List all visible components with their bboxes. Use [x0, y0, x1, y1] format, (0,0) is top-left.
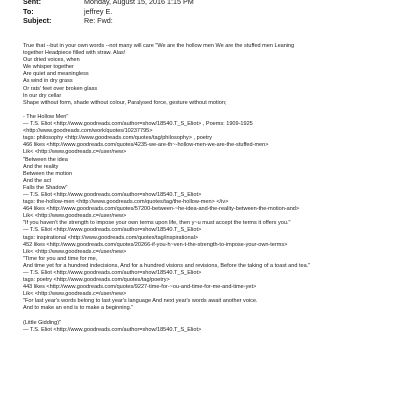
body-line: And time yet for a hundred indecisions, And for a hundred visions and revisions, Before the taking of a toast and tea.": [23, 262, 311, 269]
body-line: tags: inspirational <http://www.goodreads.com/quotes/tag/inspirational>: [23, 234, 199, 241]
body-line: "Between the idea: [23, 156, 68, 163]
body-line: And the reality: [23, 163, 59, 170]
body-line: Lik< <http://www.goodreads.c=/user/new>: [23, 149, 127, 156]
body-line: tags: the-hollow-men <http://www.goodreads.com/quotes/tag/the-hollow-men> </iv>: [23, 199, 229, 206]
body-line: — T.S. Eliot <http://www.goodreads.com/author=show/18540.T_S_Eliot>: [23, 326, 202, 333]
body-line: tags: poetry <http://www.goodreads.com/quotes/tag/poetry>: [23, 277, 170, 284]
body-line: As wind in dry grass: [23, 78, 73, 85]
body-line: "For last year's words belong to last year's language And next year's words await another voice.: [23, 298, 258, 305]
body-line: And to make an end is to make a beginning.": [23, 305, 134, 312]
body-line: <http://www.goodreads.com/work/quotes/10237795>: [23, 128, 153, 135]
body-line: We whisper together: [23, 64, 74, 71]
body-line: "Time for you and time for me,: [23, 255, 98, 262]
subject-label: Subject:: [23, 16, 52, 26]
body-line: — T.S. Eliot <http://www.goodreads.com/author=show/18540.T_S_Eliot>: [23, 270, 202, 276]
body-line: Between the motion: [23, 170, 73, 177]
to-label: To:: [23, 6, 34, 16]
body-line: Lik< <http://www.goodreads.c=/user/new>: [23, 213, 127, 220]
body-line: — T.S. Eliot <http://www.goodreads.com/author=show/18540.T_S_Eliot>: [23, 191, 202, 198]
body-line: — T.S. Eliot <http://www.goodreads.com/author=show/18540.T_S_Eliot>: [23, 227, 202, 234]
body-line: Lik< <http://www.goodreads.c=/user/new>: [23, 248, 127, 255]
email-header: [0, 0, 400, 26]
body-line: "If you haven't the strength to impose your own terms upon life, then y~u must accept the terms it offers you.": [23, 220, 291, 227]
body-line: Lik< <http://www.goodreads.c=/user/new>: [23, 291, 127, 298]
body-line: [23, 313, 395, 320]
subject-value: Re: Fwd:: [84, 16, 113, 26]
subject-row: [23, 16, 400, 26]
sent-row: [23, 0, 400, 7]
to-value: jeffrey E.: [84, 6, 113, 16]
body-line: Shape without form, shade without colour, Paralysed force, gesture without motion;: [23, 99, 227, 106]
body-line: (Little Gidding)": [23, 319, 62, 326]
body-line: True that --but in your own words --not many will care "We are the hollow men We are the stuffed men Leaning: [23, 43, 295, 49]
body-line: - The Hollow Men": [23, 113, 69, 120]
body-line: 464 likes <http://www.goodreads.com/quotes/57200-between-~he-idea-and-the-reality-between-the-motion-and>: [23, 206, 300, 213]
sent-label: Sent:: [23, 0, 41, 6]
body-line: 452 likes <http://www.goodreads.com/quotes/20266-if-you-h~ven-t-the-strength-to-impose-your-own-terms>: [23, 241, 288, 248]
to-row: [23, 7, 400, 17]
body-line: [23, 107, 395, 114]
body-line: In our dry cellar: [23, 92, 62, 99]
body-line: 466 likes <http://www.goodreads.com/quotes/4235-we-are-th~-hollow-men-we-are-the-stuffed-men>: [23, 142, 269, 149]
body-line: tags: philosophy <http://www.goodreads.com/quotes/tag/philosophy> , poetry: [23, 135, 213, 142]
body-line: And the act: [23, 177, 52, 184]
body-line: Are quiet and meaningless: [23, 71, 89, 78]
body-line: 443 likes <http://www.goodreads.com/quotes/9227-time-for-~ou-and-time-for-me-and-time-yet>: [23, 284, 257, 291]
body-line: Falls the Shadow": [23, 184, 68, 191]
sent-value: Monday, August 15, 2016 1:15 PM: [84, 0, 194, 6]
body-line: together Headpiece filled with straw. Alas!: [23, 50, 126, 57]
body-line: Or rats' feet over broken glass: [23, 85, 98, 92]
body-line: Our dried voices, when: [23, 57, 80, 64]
body-line: — T.S. Eliot <http://www.goodreads.com/author=show/18540.T_S_Eliot> , Poems: 1909-1925: [23, 121, 253, 128]
email-body: [23, 43, 395, 334]
